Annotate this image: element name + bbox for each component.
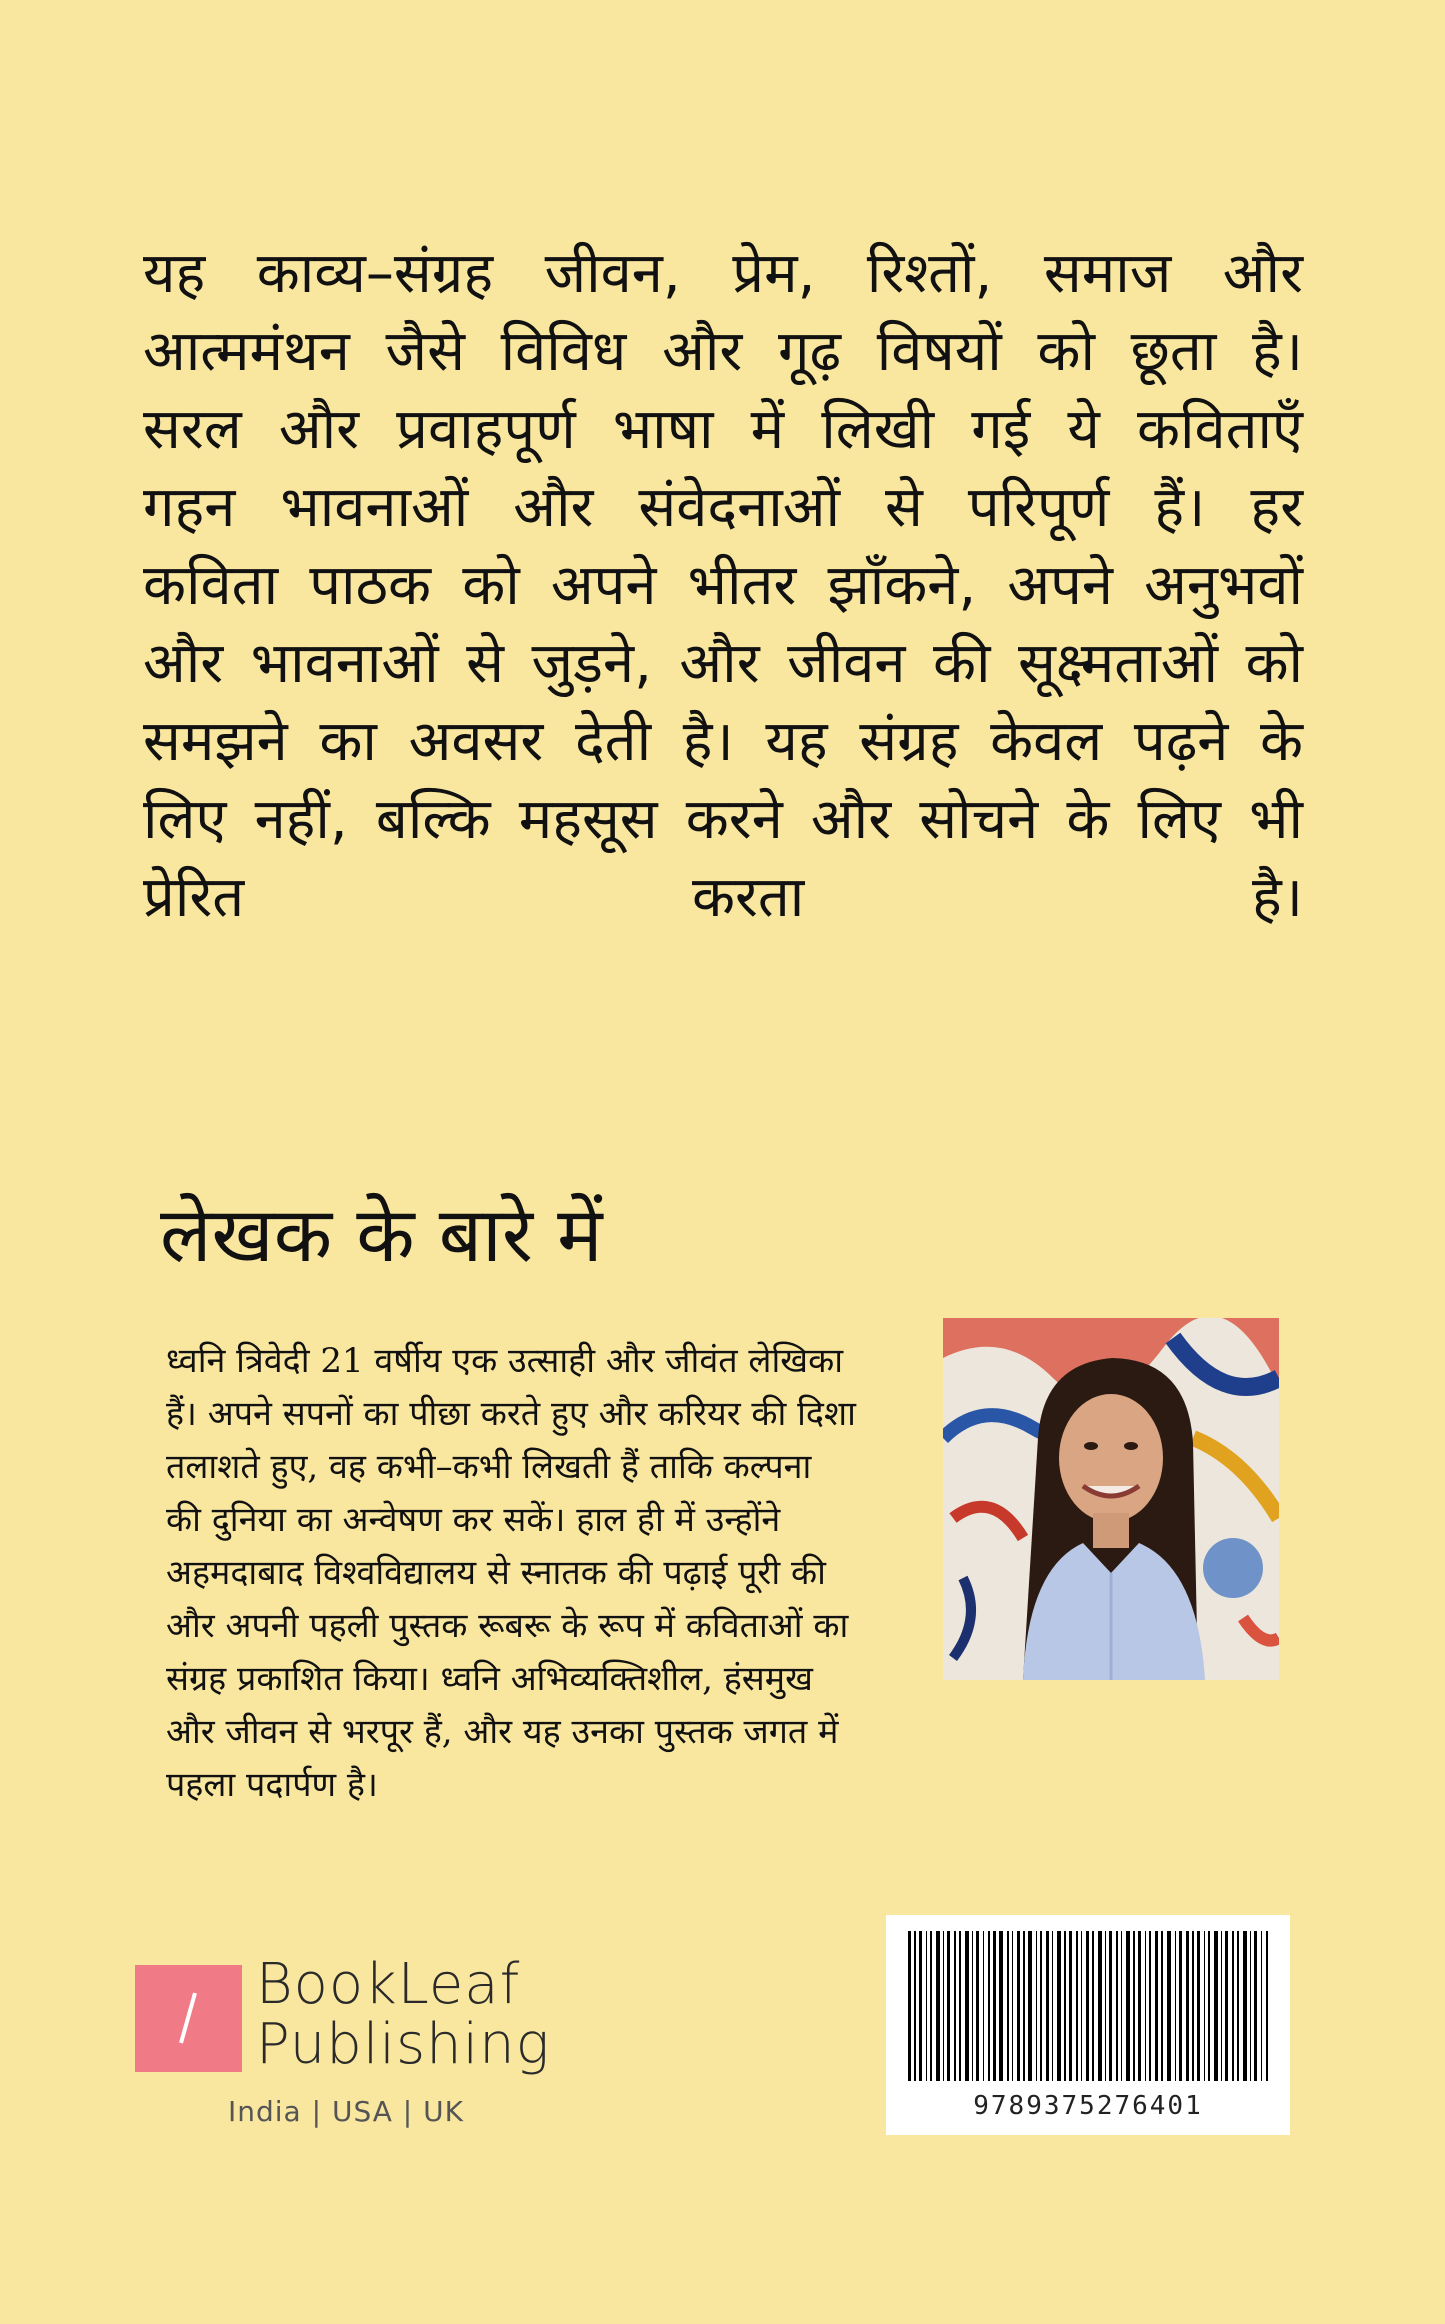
barcode-bar [1040,1931,1042,2081]
back-cover-blurb: यह काव्य–संग्रह जीवन, प्रेम, रिश्तों, समाज और आत्ममंथन जैसे विविध और गूढ़ विषयों को छूता है। सरल और प्रवाहपूर्ण भाषा में लिखी गई ये कविताएँ गहन भावनाओं और संवेदनाओं से परिपूर्ण हैं। हर कविता पाठक को अपने भीतर झाँकने, अपने अनुभवों और भावनाओं से जुड़ने, और जीवन की सूक्ष्मताओं को समझने का अवसर देती है। यह संग्रह केवल पढ़ने के लिए नहीं, बल्कि महसूस करने और सोचने के लिए भी प्रेरित करता है। [143,241,1303,930]
barcode-bar [1092,1931,1094,2081]
barcode-bar [1109,1931,1112,2081]
barcode-bar [972,1931,973,2081]
barcode-bar [1138,1931,1141,2081]
isbn-barcode [886,1915,1290,2135]
barcode-bar [936,1931,940,2081]
barcode-bar [1098,1931,1102,2081]
barcode-bar [1208,1931,1210,2081]
isbn-number: 9789375276401 [973,2091,1203,2121]
barcode-bar [943,1931,944,2081]
barcode-bar [1204,1931,1205,2081]
barcode-bar [1057,1931,1061,2081]
barcode-bar [1192,1931,1194,2081]
barcode-bar [1012,1931,1013,2081]
barcode-bar [1121,1931,1122,2081]
barcode-bar [999,1931,1003,2081]
publisher-logo-mark [135,1965,242,2072]
barcode-bar [1232,1931,1234,2081]
barcode-bar [983,1931,984,2081]
barcode-bar [1028,1931,1032,2081]
barcode-bar [1133,1931,1135,2081]
barcode-bar [959,1931,961,2081]
barcode-bar [993,1931,996,2081]
barcode-bar [1081,1931,1082,2081]
barcode-bar [1186,1931,1189,2081]
barcode-bar [1254,1931,1257,2081]
barcode-bar [1149,1931,1151,2081]
barcode-bar [1069,1931,1072,2081]
barcode-bar [919,1931,922,2081]
barcode-bar [1007,1931,1009,2081]
barcode-bar [914,1931,916,2081]
barcode-bar [976,1931,979,2081]
barcode-bar [1261,1931,1262,2081]
barcode-bar [1243,1931,1247,2081]
barcode-bar [1179,1931,1182,2081]
barcode-bar [1126,1931,1130,2081]
barcode-bar [1250,1931,1251,2081]
barcode-bar [1105,1931,1106,2081]
barcode-bar [1076,1931,1078,2081]
author-bio: ध्वनि त्रिवेदी 21 वर्षीय एक उत्साही और जीवंत लेखिका हैं। अपने सपनों का पीछा करते हुए और करियर की दिशा तलाशते हुए, वह कभी–कभी लिखती हैं ताकि कल्पना की दुनिया का अन्वेषण कर सकें। हाल ही में उन्होंने अहमदाबाद विश्वविद्यालय से स्नातक की पढ़ाई पूरी की और अपनी पहली पुस्तक रूबरू के रूप में कविताओं का संग्रह प्रकाशित किया। ध्वनि अभिव्यक्तिशील, हंसमुख और जीवन से भरपूर हैं, और यह उनका पुस्तक जगत में पहला पदार्पण है। [166,1341,856,1805]
barcode-bar [930,1931,932,2081]
author-photo [943,1318,1279,1680]
barcode-bar [926,1931,927,2081]
publisher-logo-text [256,1952,551,2077]
about-author-heading: लेखक के बारे में [160,1190,603,1279]
barcode-bar [988,1931,990,2081]
publisher-regions: India | USA | UK [228,2095,464,2128]
barcode-bar [1086,1931,1089,2081]
barcode-bar [1023,1931,1025,2081]
publisher-name-line2: Publishing [256,2012,551,2077]
publisher-name-line1: BookLeaf [256,1952,521,2017]
barcode-bar [1036,1931,1037,2081]
barcode-bar [965,1931,969,2081]
barcode-bar [1064,1931,1066,2081]
barcode-bar [1221,1931,1222,2081]
barcode-bar [954,1931,956,2081]
barcode-bar [1161,1931,1163,2081]
barcode-bar [1197,1931,1200,2081]
barcode-bar [1237,1931,1239,2081]
barcode-bar [1266,1931,1268,2081]
barcode-bar [1225,1931,1228,2081]
barcode-bar [1145,1931,1146,2081]
barcode-bar [1046,1931,1049,2081]
barcode-bar [1214,1931,1218,2081]
barcode-bar [1175,1931,1176,2081]
barcode-bar [908,1931,911,2081]
barcode-bar [1116,1931,1118,2081]
barcode-bar [1017,1931,1020,2081]
barcode-bar [1167,1931,1171,2081]
barcode-bar [947,1931,950,2081]
barcode-bar [1155,1931,1158,2081]
barcode-bar [1052,1931,1053,2081]
